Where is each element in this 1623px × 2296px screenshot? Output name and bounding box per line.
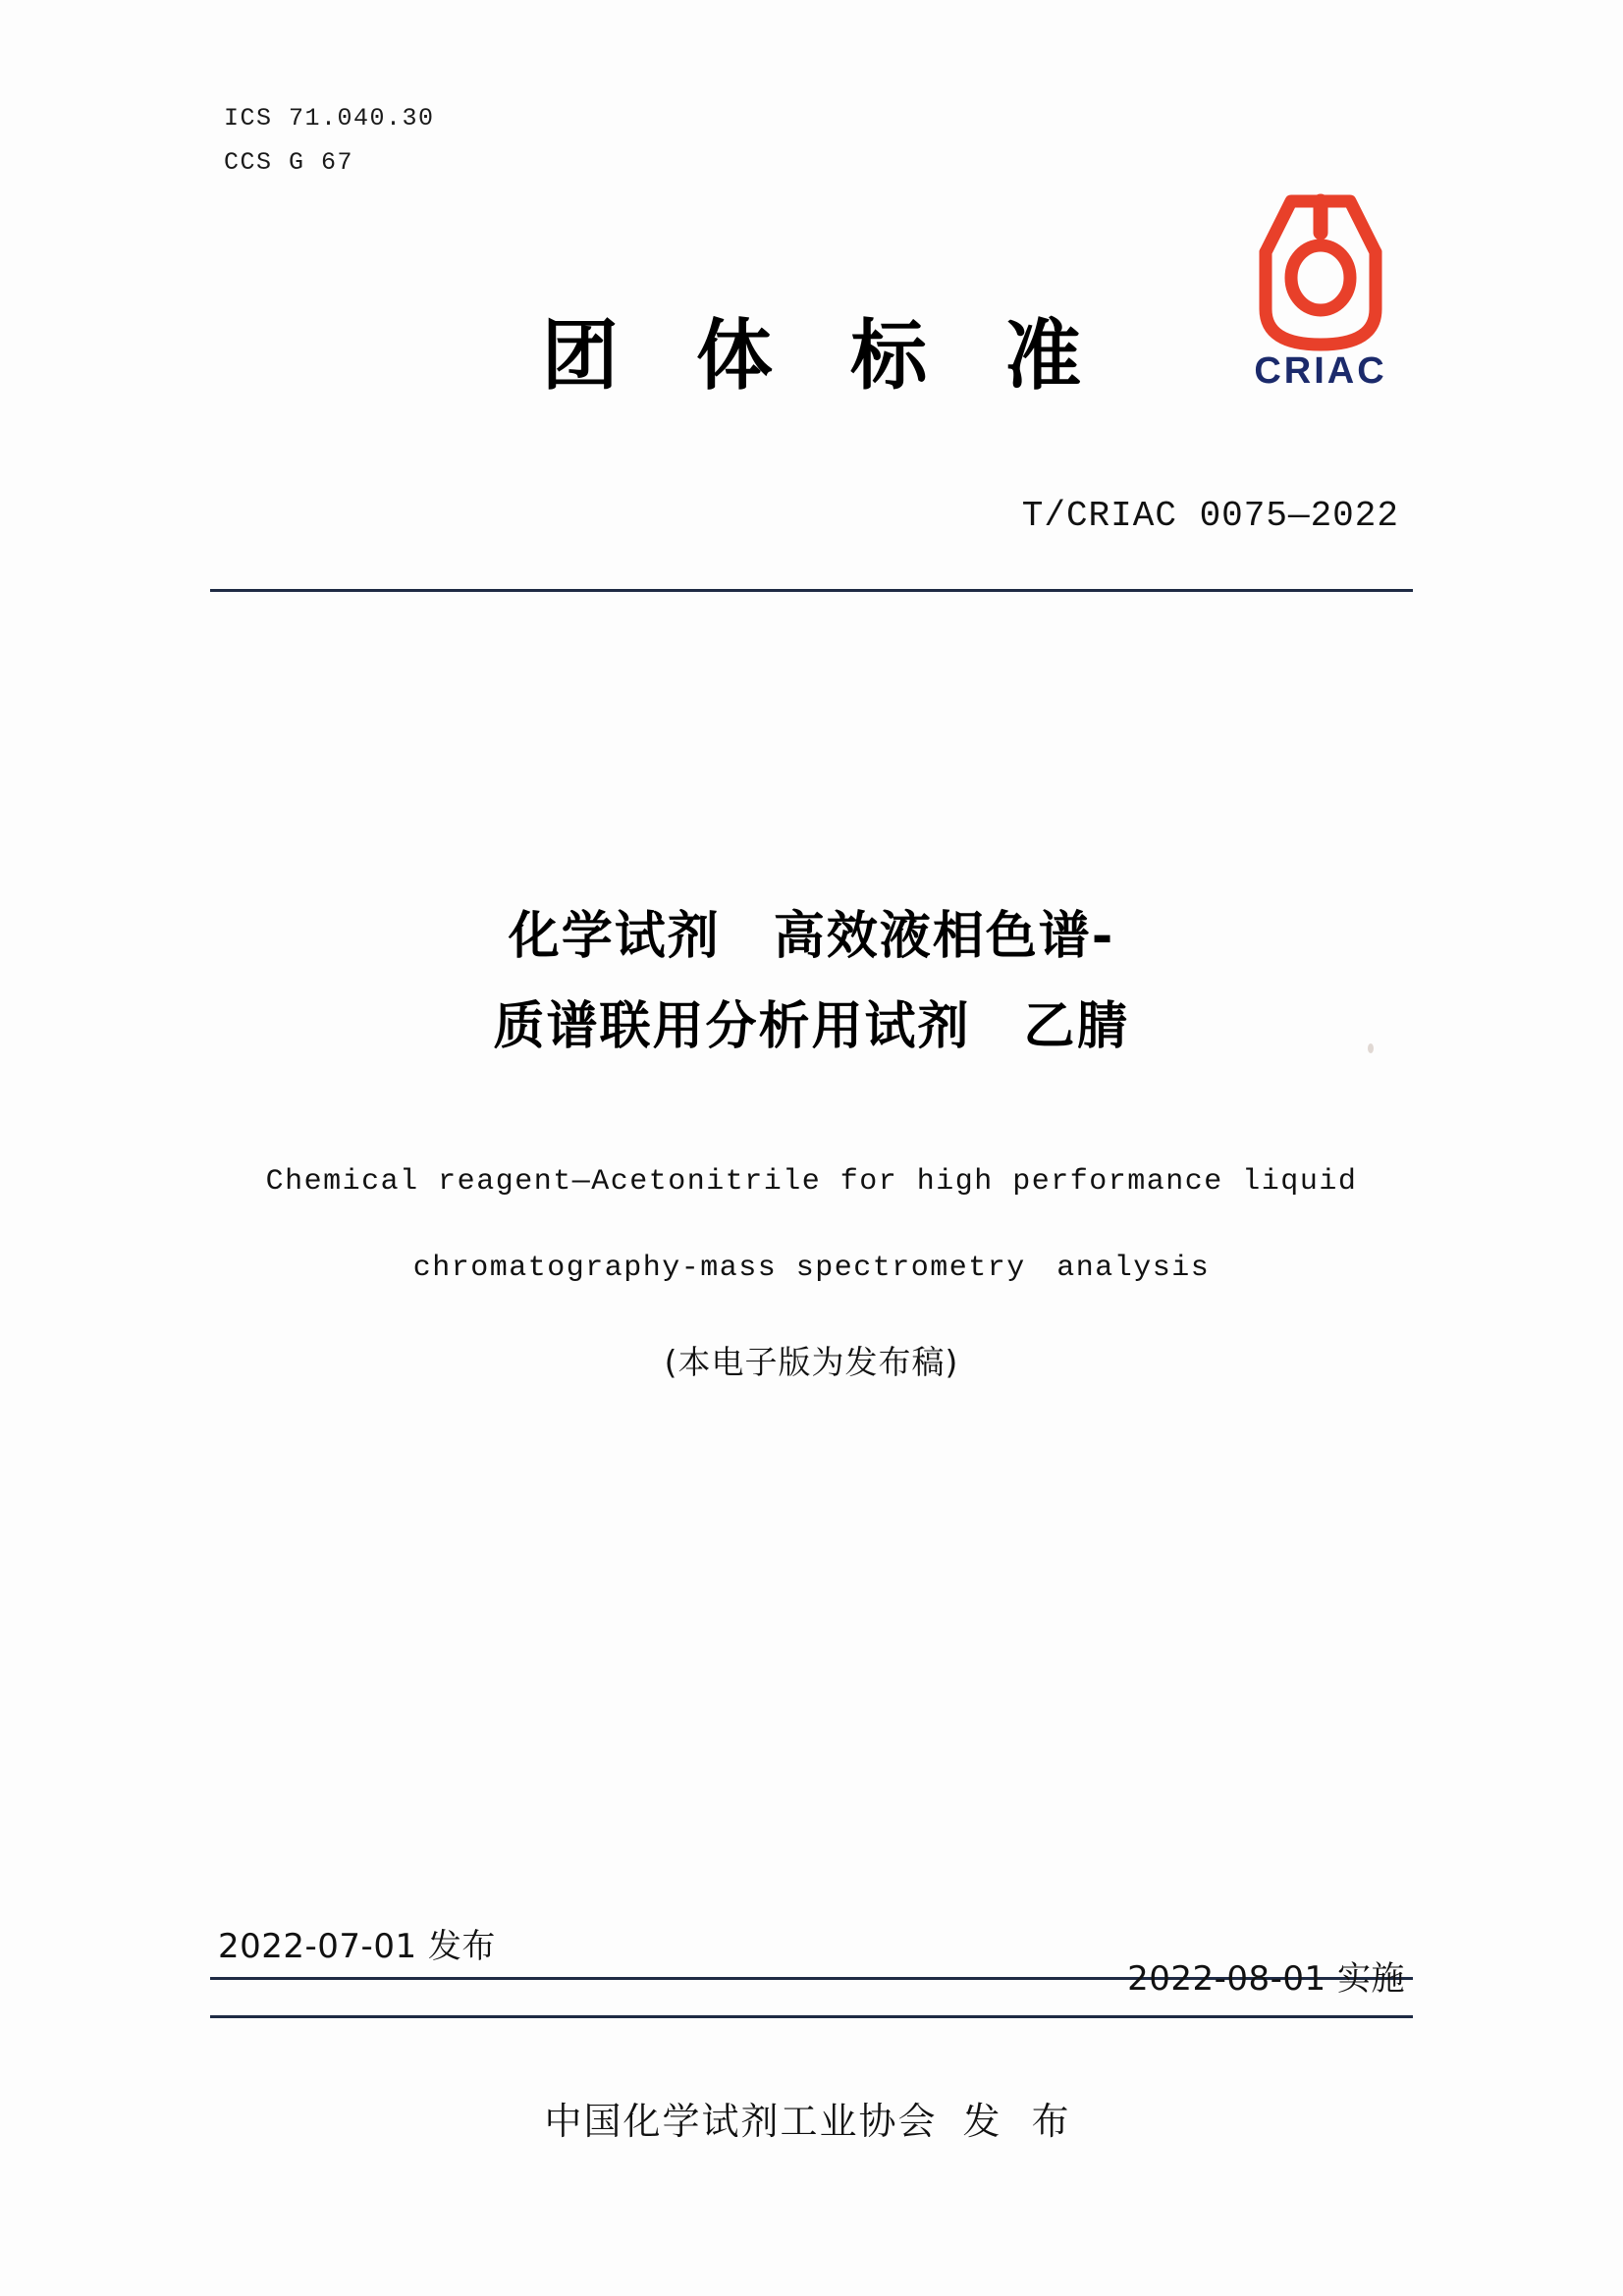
publisher-name: 中国化学试剂工业协会 — [544, 2100, 938, 2143]
edition-note: (本电子版为发布稿) — [664, 1343, 959, 1381]
ccs-code: CCS G 67 — [224, 148, 354, 177]
divider-top — [210, 589, 1413, 592]
title-chinese-line1: 化学试剂 高效液相色谱- — [508, 907, 1115, 966]
title-english — [0, 1139, 1623, 1311]
standard-number: T/CRIAC 0075—2022 — [1021, 496, 1399, 536]
ics-code: ICS 71.040.30 — [224, 104, 435, 133]
issue-date: 2022-07-01 发布 — [218, 1927, 496, 1966]
title-chinese — [0, 891, 1623, 1072]
effective-date: 2022-08-01 实施 — [1127, 1959, 1405, 1999]
publisher-line — [0, 2091, 1623, 2145]
scan-speckle — [1368, 1043, 1374, 1053]
divider-bottom-lower — [210, 2015, 1413, 2018]
title-chinese-line2: 质谱联用分析用试剂 乙腈 — [493, 997, 1130, 1056]
classification-codes — [224, 96, 435, 185]
page-title: 团 体 标 准 — [541, 312, 1108, 400]
criac-logo-text: CRIAC — [1254, 350, 1387, 392]
publisher-verb: 发 布 — [962, 2100, 1079, 2143]
title-english-line2: chromatography-mass spectrometry analysis — [412, 1252, 1211, 1285]
title-english-line1: Chemical reagent—Acetonitrile for high performance liquid — [265, 1165, 1358, 1199]
